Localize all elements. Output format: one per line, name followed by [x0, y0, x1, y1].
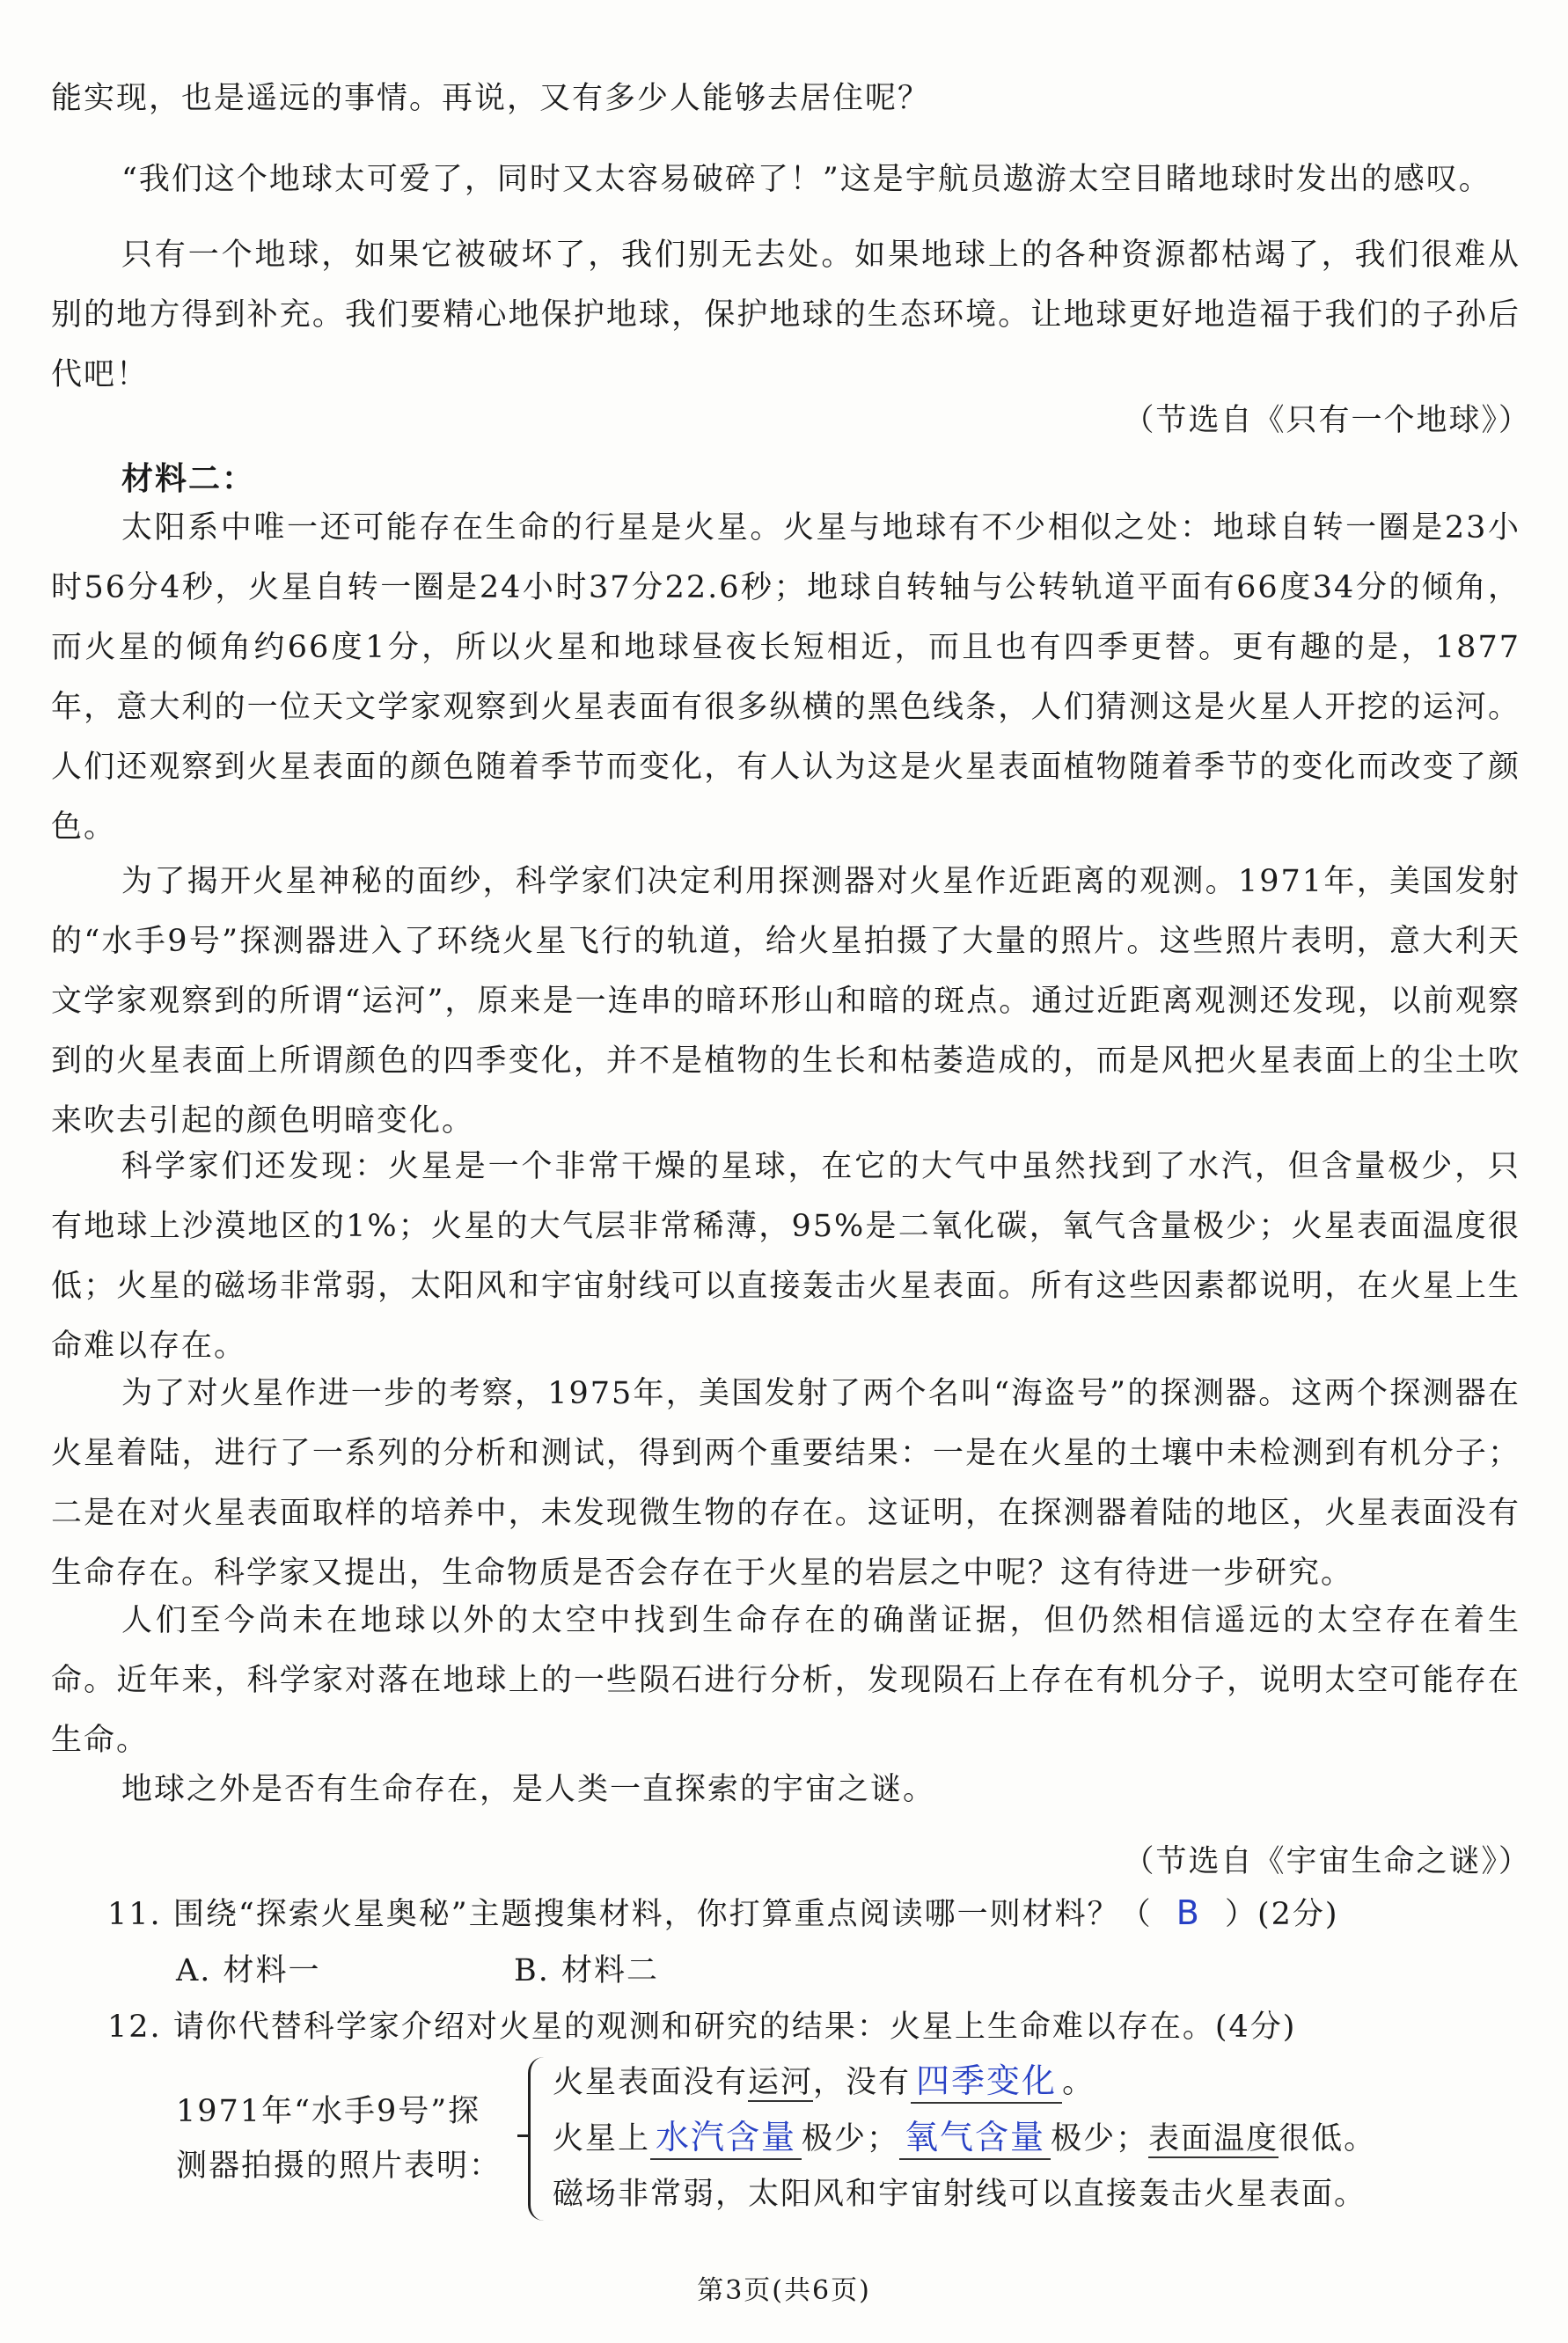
page-footer: 第3页(共6页): [697, 2275, 871, 2306]
q12-row2-mid2: 极少；: [1051, 2121, 1149, 2156]
q12-row2-prefix: 火星上: [553, 2121, 651, 2156]
q12-left-line-2: 测器拍摄的照片表明：: [176, 2149, 502, 2184]
q12-row1-prefix: 火星表面没有: [553, 2065, 749, 2100]
q12-row2-temperature: 表面温度: [1148, 2121, 1279, 2156]
paragraph-continuation-2: “我们这个地球太可爱了，同时又太容易破碎了！”这是宇航员遨游太空目睹地球时发出的感叹。: [121, 162, 1491, 197]
question-11: [107, 1890, 1339, 1934]
q11-prompt: 围绕“探索火星奥秘”主题搜集材料，你打算重点阅读哪一则材料？（: [172, 1897, 1153, 1932]
q12-row1-mid: ，没有: [813, 2065, 912, 2100]
paragraph-continuation-3: 只有一个地球，如果它被破坏了，我们别无去处。如果地球上的各种资源都枯竭了，我们很难从别的地方得到补充。我们要精心地保护地球，保护地球的生态环境。让地球更好地造福于我们的子孙后代吧！: [51, 238, 1520, 392]
material-2-heading: 材料二：: [121, 460, 256, 497]
brace-bracket: [528, 2057, 552, 2221]
source-citation-2: （节选自《宇宙生命之谜》）: [1123, 1844, 1531, 1879]
q11-option-a: A. 材料一: [176, 1953, 321, 1988]
q12-answer-oxygen[interactable]: 氧气含量: [899, 2110, 1051, 2160]
q12-row-1: [553, 2054, 1095, 2104]
q12-answer-water-vapor[interactable]: 水汽含量: [650, 2110, 802, 2160]
paragraph-continuation-1: 能实现，也是遥远的事情。再说，又有多少人能够去居住呢？: [51, 81, 931, 116]
q12-number: 12.: [107, 2010, 162, 2045]
paragraph-material2-1: 太阳系中唯一还可能存在生命的行星是火星。火星与地球有不少相似之处：地球自转一圈是23小时56分4秒，火星自转一圈是24小时37分22.6秒；地球自转轴与公转轨道平面有66度34分的倾角，而火星的倾角约66度1分，所以火星和地球昼夜长短相近，而且也有四季更替。更有趣的是，1877年，意大利的一位天文学家观察到火星表面有很多纵横的黑色线条，人们猜测这是火星人开挖的运河。人们还观察到火星表面的颜色随着季节而变化，有人认为这是火星表面植物随着季节的变化而改变了颜色。: [51, 510, 1520, 845]
brace-notch: [517, 2134, 530, 2146]
q12-left-line-1: 1971年“水手9号”探: [176, 2094, 481, 2129]
q12-row1-canal: 运河: [748, 2065, 814, 2100]
q12-row-3: 磁场非常弱，太阳风和宇宙射线可以直接轰击火星表面。: [553, 2177, 1367, 2212]
paragraph-material2-6: 地球之外是否有生命存在，是人类一直探索的宇宙之谜。: [121, 1772, 936, 1807]
q11-answer: B: [1176, 1893, 1201, 1932]
source-citation-1: （节选自《只有一个地球》）: [1123, 403, 1531, 438]
q12-row1-end: 。: [1062, 2065, 1095, 2100]
q11-suffix: ）(2分): [1224, 1897, 1339, 1932]
q12-row2-end: 很低。: [1279, 2121, 1377, 2156]
q12-row2-mid: 极少；: [802, 2121, 900, 2156]
paragraph-material2-2: 为了揭开火星神秘的面纱，科学家们决定利用探测器对火星作近距离的观测。1971年，美国发射的“水手9号”探测器进入了环绕火星飞行的轨道，给火星拍摄了大量的照片。这些照片表明，意大利天文学家观察到的所谓“运河”，原来是一连串的暗环形山和暗的斑点。通过近距离观测还发现，以前观察到的火星表面上所谓颜色的四季变化，并不是植物的生长和枯萎造成的，而是风把火星表面上的尘土吹来吹去引起的颜色明暗变化。: [51, 864, 1520, 1139]
paragraph-material2-4: 为了对火星作进一步的考察，1975年，美国发射了两个名叫“海盗号”的探测器。这两个探测器在火星着陆，进行了一系列的分析和测试，得到两个重要结果：一是在火星的土壤中未检测到有机分子；二是在对火星表面取样的培养中，未发现微生物的存在。这证明，在探测器着陆的地区，火星表面没有生命存在。科学家又提出，生命物质是否会存在于火星的岩层之中呢？这有待进一步研究。: [51, 1376, 1520, 1591]
q12-row-2: [553, 2110, 1376, 2160]
question-12: [107, 2003, 1296, 2046]
q11-option-b: B. 材料二: [514, 1953, 659, 1988]
q12-answer-seasons[interactable]: 四季变化: [911, 2054, 1062, 2104]
q11-number: 11.: [107, 1897, 162, 1932]
paragraph-material2-3: 科学家们还发现：火星是一个非常干燥的星球，在它的大气中虽然找到了水汽，但含量极少，只有地球上沙漠地区的1%；火星的大气层非常稀薄，95%是二氧化碳，氧气含量极少；火星表面温度很低；火星的磁场非常弱，太阳风和宇宙射线可以直接轰击火星表面。所有这些因素都说明，在火星上生命难以存在。: [51, 1149, 1520, 1364]
paragraph-material2-5: 人们至今尚未在地球以外的太空中找到生命存在的确凿证据，但仍然相信遥远的太空存在着生命。近年来，科学家对落在地球上的一些陨石进行分析，发现陨石上存在有机分子，说明太空可能存在生命。: [51, 1603, 1520, 1758]
q12-prompt: 请你代替科学家介绍对火星的观测和研究的结果：火星上生命难以存在。(4分): [172, 2010, 1297, 2045]
